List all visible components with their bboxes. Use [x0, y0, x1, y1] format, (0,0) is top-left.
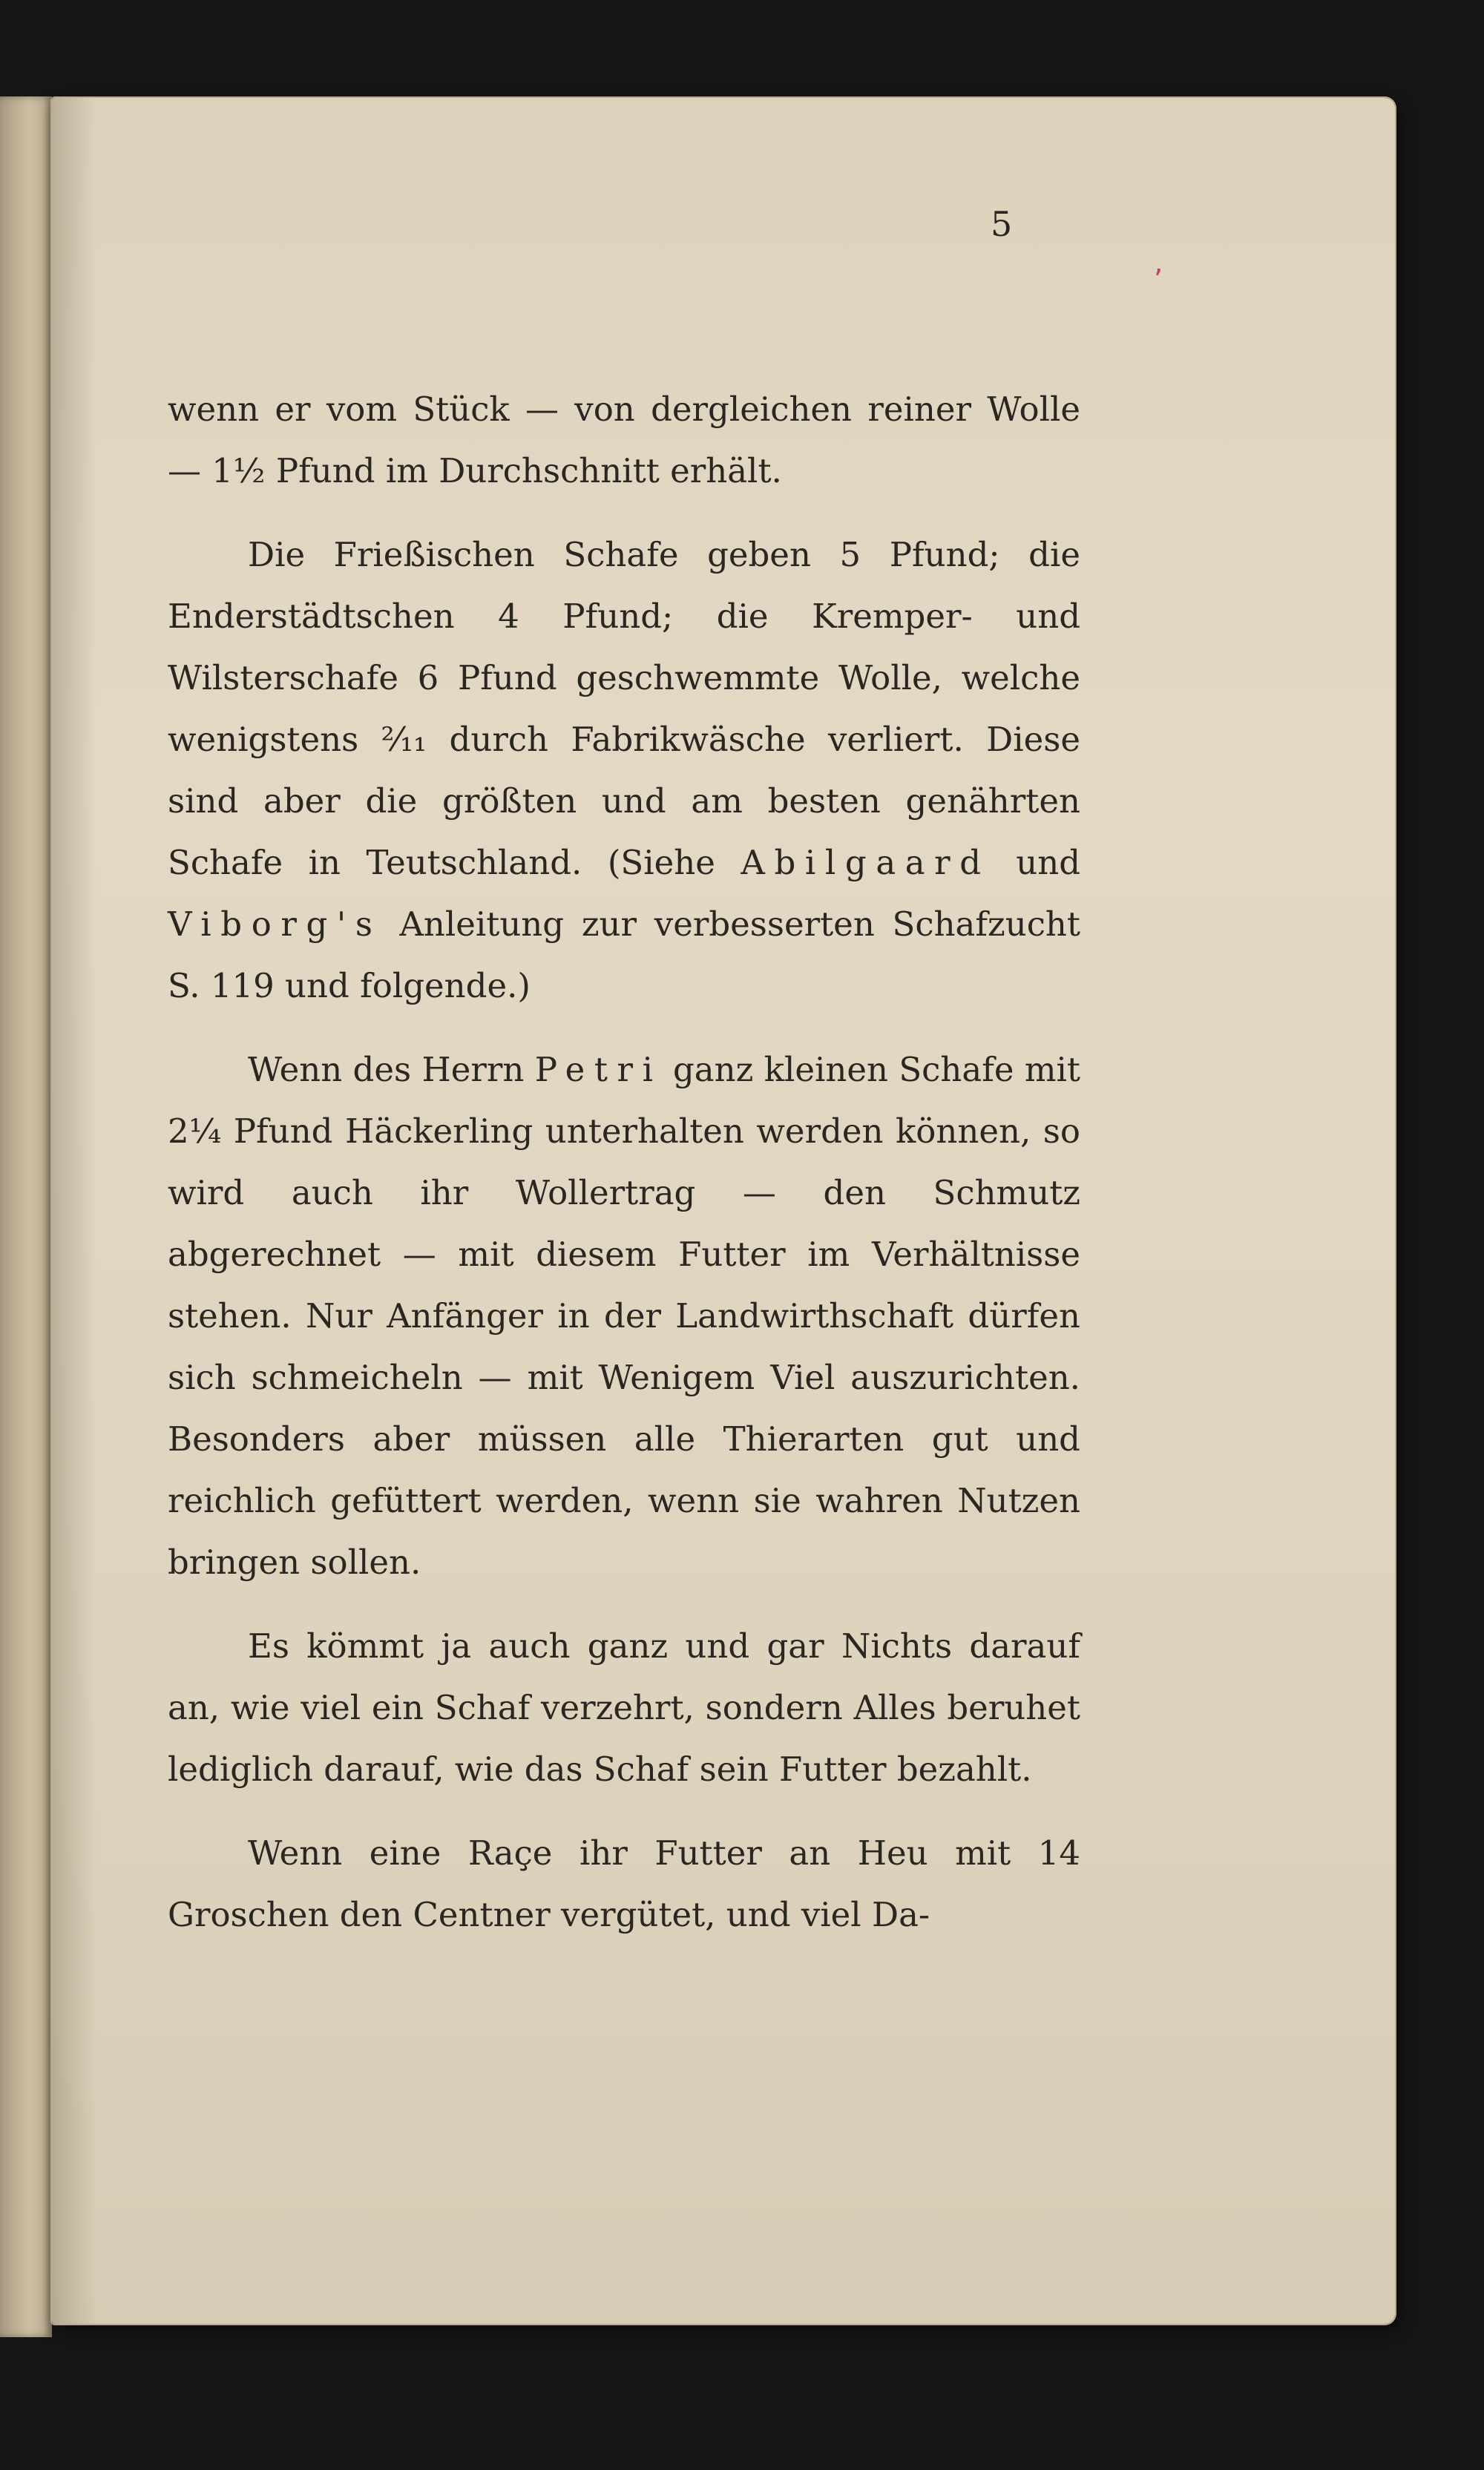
page-number: 5: [991, 204, 1013, 244]
paragraph-4-text: Es kömmt ja auch ganz und gar Nichts darauf an, wie viel ein Schaf verzehrt, sondern Alles beruhet lediglich darauf, wie das Schaf sein Futter bezahlt.: [168, 1626, 1080, 1789]
paragraph-3: [168, 1039, 1080, 1593]
paragraph-2-conj: und: [990, 843, 1080, 882]
left-page-edge: [0, 96, 52, 2337]
paragraph-3-text: ganz kleinen Schafe mit 2¼ Pfund Häckerling unterhalten werden können, so wird auch ihr Wollertrag — den Schmutz abgerechnet — mit diesem Futter im Verhältnisse stehen. Nur Anfänger in der Landwirthschaft dürfen sich schmeicheln — mit Wenigem Viel auszurichten. Besonders aber müssen alle Thierarten gut und reichlich gefüttert werden, wenn sie wahren Nutzen bringen sollen.: [168, 1050, 1081, 1582]
paragraph-3-head: Wenn des Herrn: [248, 1050, 535, 1089]
paragraph-4: [168, 1615, 1080, 1800]
paragraph-1: [168, 378, 1080, 502]
author-name-viborg: Viborg's: [168, 904, 382, 944]
paragraph-5: [168, 1822, 1080, 1945]
author-name-abilgaard: Abilgaard: [741, 843, 991, 882]
person-name-petri: Petri: [534, 1050, 663, 1089]
paragraph-2-text: Die Frießischen Schafe geben 5 Pfund; die Enderstädtschen 4 Pfund; die Kremper- und Wilsterschafe 6 Pfund geschwemmte Wolle, welche wenigstens ²⁄₁₁ durch Fabrikwäsche verliert. Diese sind aber die größten und am besten genährten Schafe in Teutschland. (Siehe: [168, 535, 1080, 882]
paragraph-5-text: Wenn eine Raçe ihr Futter an Heu mit 14 Groschen den Centner vergütet, und viel Da-: [168, 1833, 1080, 1934]
ink-speck: ʼ: [1154, 263, 1163, 296]
paragraph-1-text: wenn er vom Stück — von dergleichen reiner Wolle — 1½ Pfund im Durchschnitt erhält.: [168, 390, 1080, 490]
paragraph-2: [168, 524, 1080, 1016]
page-body: [168, 378, 1080, 1968]
paragraph-2-tail: Anleitung zur verbesserten Schafzucht S. 119 und folgende.): [168, 904, 1080, 1005]
